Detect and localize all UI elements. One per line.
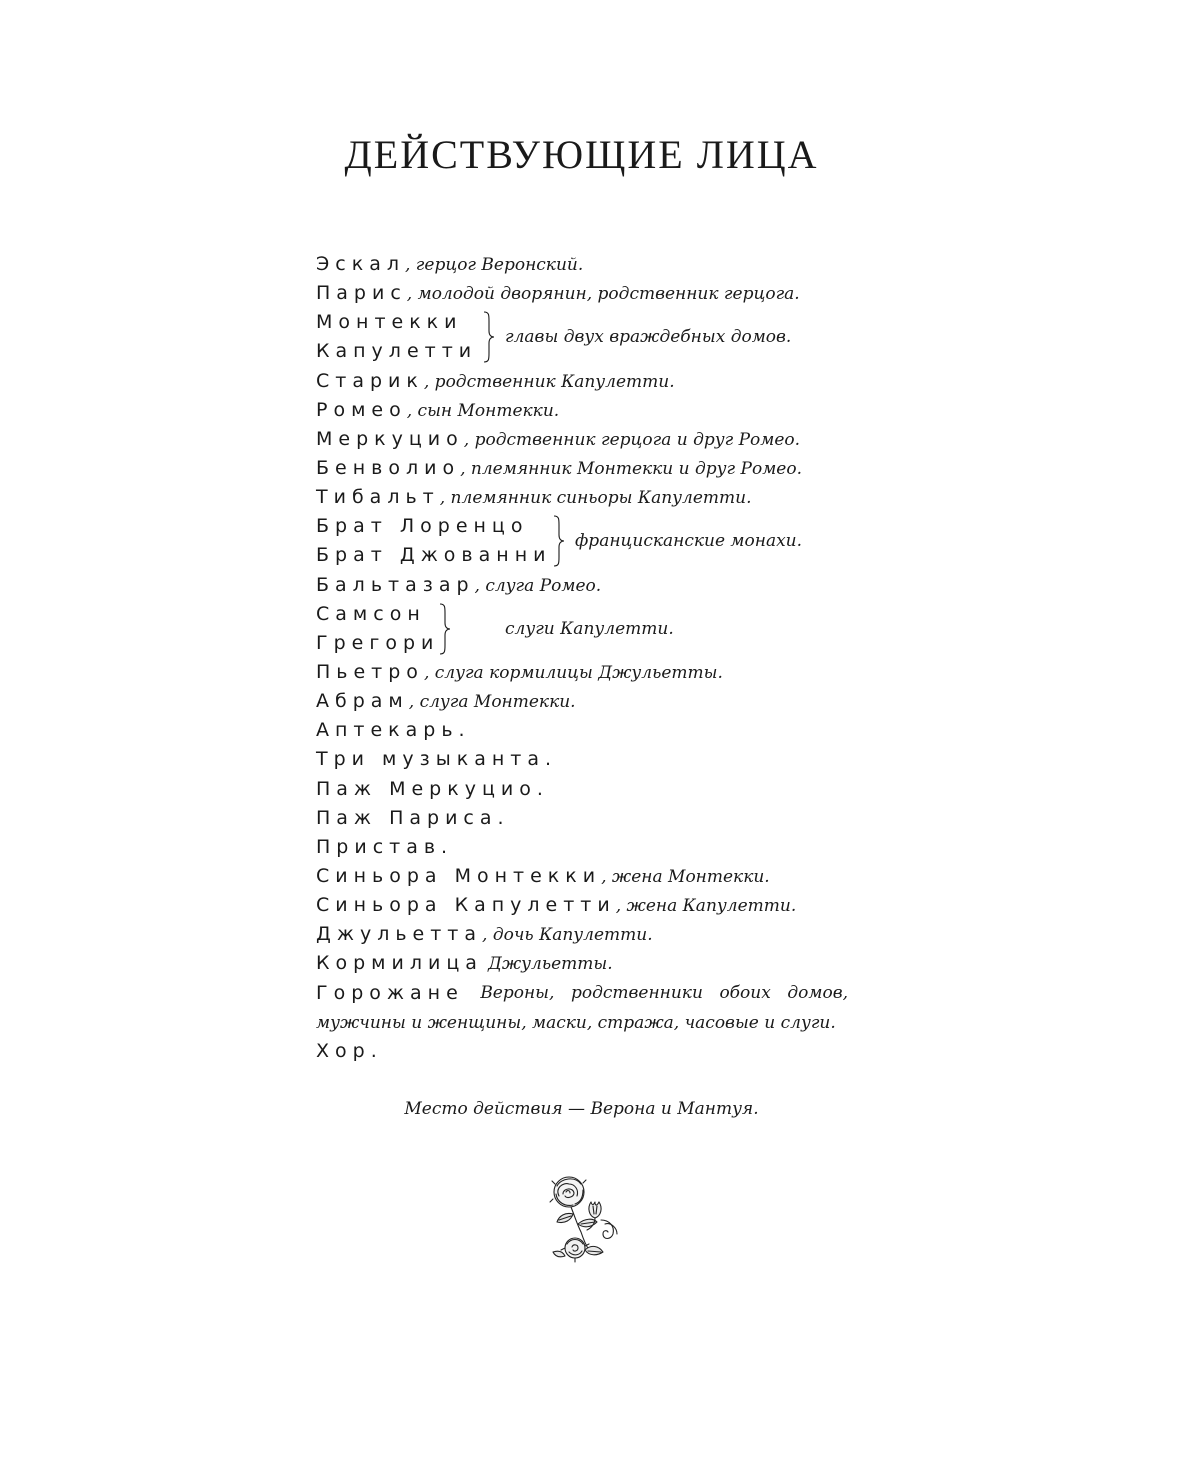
citizens-line xyxy=(316,979,848,1008)
character-description: , слуга Ромео. xyxy=(474,575,602,596)
character-description: , сын Монтекки. xyxy=(406,400,560,421)
character-description: , молодой дворянин, родственник герцога. xyxy=(406,284,800,305)
cast-entry-peter xyxy=(316,658,876,687)
cast-entry-juliet xyxy=(316,920,876,949)
cast-entry-page-paris xyxy=(316,804,876,833)
cast-group-heads xyxy=(316,308,876,366)
cast-entry-nurse xyxy=(316,949,876,978)
character-description: , племянник Монтекки и друг Ромео. xyxy=(460,458,802,479)
character-name: Кормилица xyxy=(316,952,483,975)
character-name: Меркуцио xyxy=(316,427,464,450)
cast-entry-tybalt xyxy=(316,483,876,512)
character-name: Паж Париса. xyxy=(316,806,510,829)
brace-icon xyxy=(483,311,495,363)
character-name: Три музыканта. xyxy=(316,748,558,771)
character-description: , герцог Веронский. xyxy=(404,255,584,275)
cast-entry-citizens-continued xyxy=(316,1008,876,1037)
cast-entry-old-man xyxy=(316,367,876,396)
character-description: мужчины и женщины, маски, стража, часовые и слуги. xyxy=(316,1012,836,1033)
character-name: Пристав. xyxy=(316,835,454,858)
character-description-word: родственники xyxy=(570,982,703,1003)
character-name: Бальтазар xyxy=(316,573,475,596)
cast-group-friars xyxy=(316,512,876,570)
character-name: Аптекарь. xyxy=(316,719,471,742)
brace-icon xyxy=(553,515,565,567)
character-name: Тибальт xyxy=(316,486,440,509)
character-name: Самсон xyxy=(316,602,426,625)
cast-entry-escal xyxy=(316,250,876,279)
character-name: Старик xyxy=(316,369,424,392)
character-name: Брат Лоренцо xyxy=(316,515,529,538)
cast-entry-balthasar xyxy=(316,571,876,600)
cast-entry-abram xyxy=(316,687,876,716)
character-name: Грегори xyxy=(316,631,440,654)
cast-entry-benvolio xyxy=(316,454,876,483)
cast-entry-musicians xyxy=(316,745,876,774)
character-description: , родственник Капулетти. xyxy=(423,371,675,392)
character-name: Синьора Монтекки xyxy=(316,864,602,887)
setting-note: Место действия — Верона и Мантуя. xyxy=(404,1099,759,1119)
page-title: ДЕЙСТВУЮЩИЕ ЛИЦА xyxy=(344,132,819,177)
character-name: Ромео xyxy=(316,398,407,421)
character-description-word: обоих xyxy=(719,982,771,1003)
character-description: , жена Капулетти. xyxy=(615,896,797,917)
cast-entry-paris xyxy=(316,279,876,308)
cast-entry-lady-capulet xyxy=(316,891,876,920)
cast-entry-citizens xyxy=(316,979,876,1008)
character-description: , дочь Капулетти. xyxy=(482,925,653,946)
cast-entry-apothecary xyxy=(316,716,876,745)
character-description: , слуга кормилицы Джульетты. xyxy=(423,662,723,683)
character-description-word: Вероны, xyxy=(480,982,555,1003)
character-name: Синьора Капулетти xyxy=(316,894,616,917)
character-name: Пьетро xyxy=(316,660,424,683)
group-description: францисканские монахи. xyxy=(575,531,803,552)
group-description: главы двух враждебных домов. xyxy=(505,327,792,348)
brace-icon xyxy=(439,603,451,655)
cast-entry-mercutio xyxy=(316,425,876,454)
character-name: Капулетти xyxy=(316,340,478,363)
character-name: Монтекки xyxy=(316,311,463,334)
group-description: слуги Капулетти. xyxy=(505,618,674,639)
floral-ornament-icon xyxy=(545,1172,625,1264)
character-name: Паж Меркуцио. xyxy=(316,777,549,800)
cast-entry-lady-montague xyxy=(316,862,876,891)
character-name: Джульетта xyxy=(316,923,483,946)
character-description: , родственник герцога и друг Ромео. xyxy=(463,429,801,450)
character-description-word: домов, xyxy=(787,982,848,1003)
cast-entry-officer xyxy=(316,833,876,862)
character-name: Горожане xyxy=(316,981,464,1004)
character-name: Парис xyxy=(316,282,407,305)
character-name: Эскал xyxy=(316,253,405,275)
character-description: , племянник синьоры Капулетти. xyxy=(439,488,752,509)
cast-group-servants xyxy=(316,600,876,658)
cast-list xyxy=(316,250,876,1066)
character-name: Бенволио xyxy=(316,456,461,479)
cast-entry-chorus xyxy=(316,1037,876,1066)
character-name: Хор. xyxy=(316,1039,383,1062)
cast-entry-romeo xyxy=(316,396,876,425)
character-description: , жена Монтекки. xyxy=(601,866,770,887)
character-description: Джульетты. xyxy=(488,954,613,975)
character-name: Абрам xyxy=(316,690,409,713)
character-description: , слуга Монтекки. xyxy=(408,692,576,713)
character-name: Брат Джованни xyxy=(316,544,552,567)
cast-entry-page-mercutio xyxy=(316,775,876,804)
